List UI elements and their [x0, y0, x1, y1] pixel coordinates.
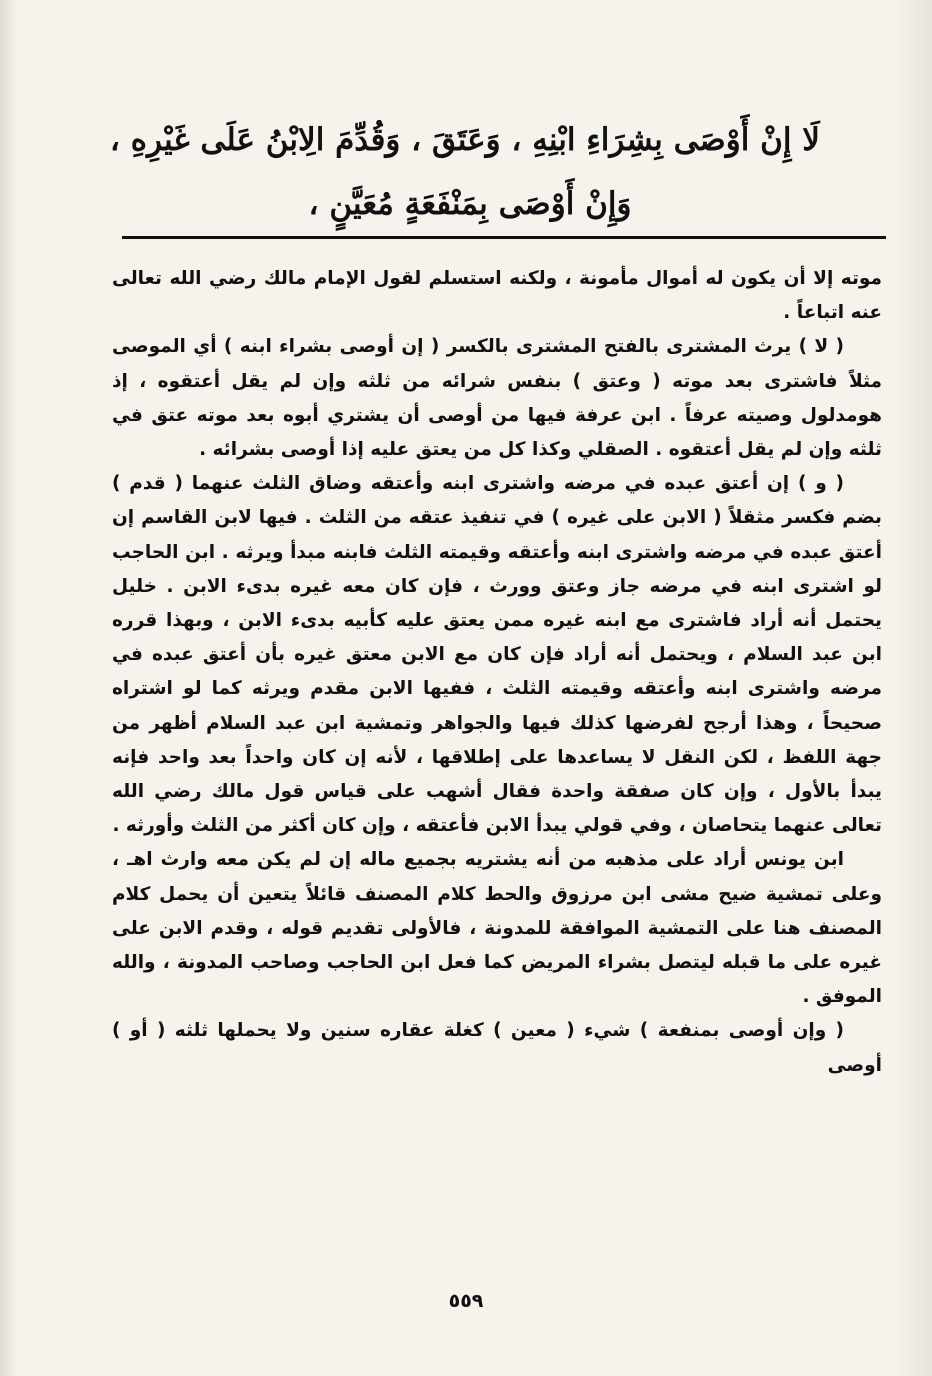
- body-paragraph: ( و ) إن أعتق عبده في مرضه واشترى ابنه وأعتقه وضاق الثلث عنهما ( قدم ) بضم فكسر مثقلاً ( الابن على غيره ) في تنفيذ عتقه من الثلث . فيها لابن القاسم إن أعتق عبده في مرضه واشترى ابنه وأعتقه وقيمته الثلث فابنه مبدأ ويرثه . ابن الحاجب لو اشترى ابنه في مرضه جاز وعتق وورث ، فإن كان معه غيره بدىء الابن . خليل يحتمل أنه أراد فاشترى مع ابنه غيره ممن يعتق عليه كأبيه بدىء الابن ، وبهذا قرره ابن عبد السلام ، ويحتمل أنه أراد فإن كان مع الابن معتق غيره بأن أعتق عبده في مرضه واشترى ابنه وأعتقه وقيمته الثلث ، ففيها الابن مقدم ويرثه كما لو اشتراه صحيحاً ، وهذا أرجح لفرضها كذلك فيها والجواهر وتمشية ابن عبد السلام أظهر من جهة اللفظ ، لكن النقل لا يساعدها على إطلاقها ، لأنه إن كان واحداً بعد واحد فإنه يبدأ بالأول ، وإن كان صفقة واحدة فقال أشهب على قياس قول مالك رضي الله تعالى عنهما يتحاصان ، وفي قولي يبدأ الابن فأعتقه ، وإن كان أكثر من الثلث وأورثه .: [112, 473, 882, 837]
- matn-header: [109, 108, 820, 236]
- body-paragraph: ( وإن أوصى بمنفعة ) شيء ( معين ) كغلة عقاره سنين ولا يحملها ثلثه ( أو ) أوصى: [112, 1020, 882, 1076]
- body-paragraph: موته إلا أن يكون له أموال مأمونة ، ولكنه استسلم لقول الإمام مالك رضي الله تعالى عنه اتباعاً .: [112, 268, 882, 324]
- matn-header-line-1: لَا إِنْ أَوْصَى بِشِرَاءِ ابْنِهِ ، وَعَتَقَ ، وَقُدِّمَ الِابْنُ عَلَى غَيْرِهِ ،: [109, 122, 820, 158]
- commentary-body: [112, 262, 882, 1083]
- body-paragraph: ( لا ) يرث المشترى بالفتح المشترى بالكسر ( إن أوصى بشراء ابنه ) أي الموصى مثلاً فاشترى بعد موته ( وعتق ) بنفس شرائه من ثلثه وإن لم يقل أعتقوه ، إذ هومدلول وصيته عرفاً . ابن عرفة فيها من أوصى أن يشتري أبوه بعد موته عتق في ثلثه وإن لم يقل أعتقوه . الصقلي وكذا كل من يعتق عليه إذا أوصى بشرائه .: [112, 336, 882, 461]
- header-divider-rule: [122, 236, 886, 239]
- matn-header-line-2: وَإِنْ أَوْصَى بِمَنْفَعَةٍ مُعَيَّنٍ ،: [308, 186, 632, 222]
- body-paragraph: ابن يونس أراد على مذهبه من أنه يشتريه بجميع ماله إن لم يكن معه وارث اهـ ، وعلى تمشية ضيح مشى ابن مرزوق والحط كلام المصنف قائلاً يتعين أن يحمل كلام المصنف هنا على التمشية الموافقة للمدونة ، فالأولى تقديم قوله ، وقدم الابن على غيره على ما قبله ليتصل بشراء المريض كما فعل ابن الحاجب وصاحب المدونة ، والله الموفق .: [112, 849, 882, 1008]
- page-edge-shadow-right: [892, 0, 932, 1376]
- page-edge-shadow-left: [0, 0, 18, 1376]
- page-number: ٥٥٩: [448, 1290, 484, 1312]
